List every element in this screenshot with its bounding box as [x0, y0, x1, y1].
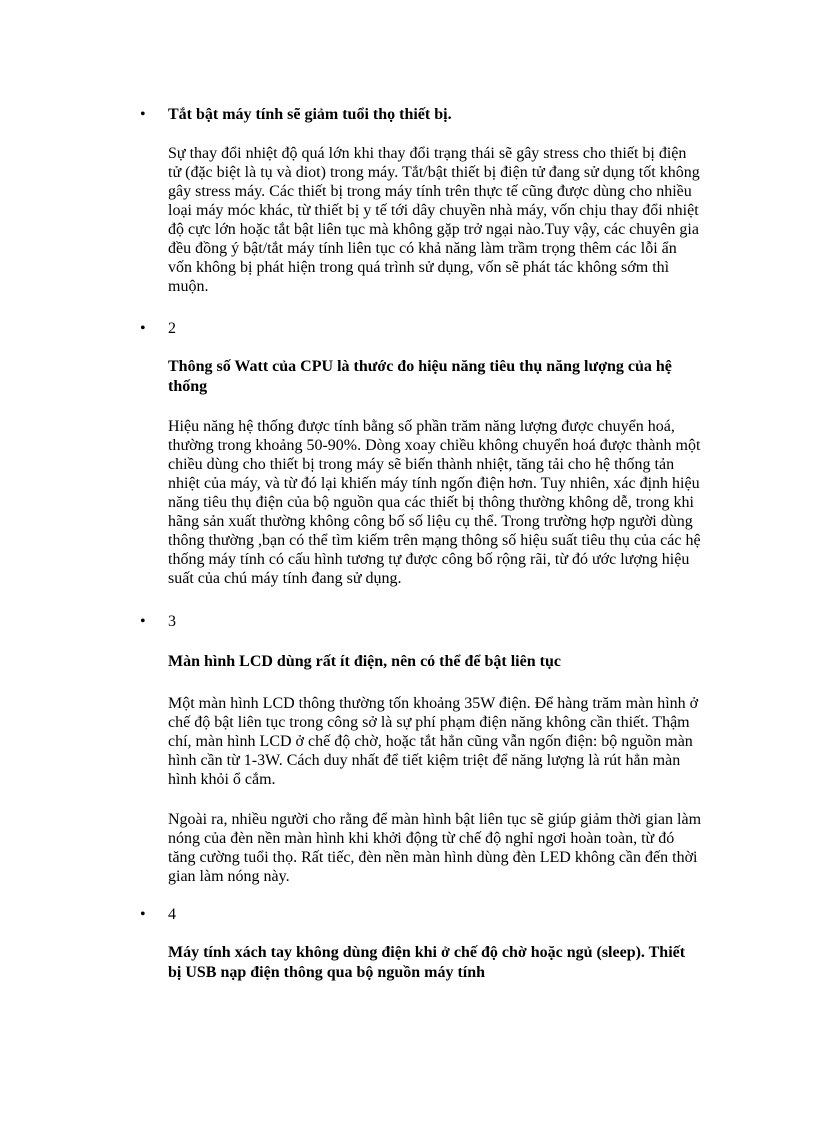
section-4 — [0, 905, 816, 981]
section-paragraph: Hiệu năng hệ thống được tính bằng số phần trăm năng lượng được chuyển hoá, thường trong khoảng 50-90%. Dòng xoay chiều không chuyển hoá được thành một chiều dùng cho thiết bị trong máy sẽ biến thành nhiệt, tăng tải cho hệ thống tản nhiệt của máy, và từ đó lại khiến máy tính ngốn điện hơn. Tuy nhiên, xác định hiệu năng tiêu thụ điện của bộ nguồn qua các thiết bị thông thường không dễ, trong khi hãng sản xuất thường không công bố số liệu cụ thể. Trong trường hợp người dùng thông thường ,bạn có thể tìm kiếm trên mạng thông số hiệu suất tiêu thụ của các hệ thống máy tính có cấu hình tương tự được công bố rộng rãi, từ đó ước lượng hiệu suất của chú máy tính đang sử dụng. — [168, 418, 701, 587]
section-paragraph: Một màn hình LCD thông thường tốn khoảng 35W điện. Để hàng trăm màn hình ở chế độ bật liên tục trong công sở là sự phí phạm điện năng không cần thiết. Thậm chí, màn hình LCD ở chế độ chờ, hoặc tắt hẳn cũng vẫn ngốn điện: bộ nguồn màn hình cần từ 1-3W. Cách duy nhất để tiết kiệm triệt để năng lượng là rút hẳn màn hình khỏi ổ cắm. — [168, 695, 699, 788]
section-3 — [0, 612, 816, 885]
section-paragraph: Ngoài ra, nhiều người cho rằng để màn hình bật liên tục sẽ giúp giảm thời gian làm nóng của đèn nền màn hình khi khởi động từ chế độ nghỉ ngơi hoàn toàn, từ đó tăng cường tuổi thọ. Rất tiếc, đèn nền màn hình dùng đèn LED không cần đến thời gian làm nóng này. — [168, 811, 702, 885]
bullet-row — [0, 905, 816, 925]
bullet-dot: • — [140, 613, 146, 630]
bullet-dot: • — [140, 906, 146, 923]
bullet-number: 2 — [168, 320, 176, 337]
section-paragraph: Sự thay đổi nhiệt độ quá lớn khi thay đổi trạng thái sẽ gây stress cho thiết bị điện tử (đặc biệt là tụ và diot) trong máy. Tắt/bật thiết bị điện tử đang sử dụng tốt không gây stress máy. Các thiết bị trong máy tính trên thực tế cũng được dùng cho nhiều loại máy móc khác, từ thiết bị y tế tới dây chuyền nhà máy, vốn chịu thay đổi nhiệt độ cực lớn hoặc tắt bật liên tục mà không gặp trở ngại nào.Tuy vậy, các chuyên gia đều đồng ý bật/tắt máy tính liên tục có khả năng làm trầm trọng thêm các lỗi ẩn vốn không bị phát hiện trong quá trình sử dụng, vốn sẽ phát tác không sớm thì muộn. — [168, 145, 700, 295]
section-heading: Máy tính xách tay không dùng điện khi ở chế độ chờ hoặc ngủ (sleep). Thiết bị USB nạp điện thông qua bộ nguồn máy tính — [168, 944, 686, 981]
bullet-number: 4 — [168, 906, 176, 923]
bullet-row — [0, 612, 816, 632]
bullet-dot: • — [140, 106, 146, 123]
section-heading: Màn hình LCD dùng rất ít điện, nên có thể để bật liên tục — [168, 653, 561, 670]
section-heading: Thông số Watt của CPU là thước đo hiệu năng tiêu thụ năng lượng của hệ thống — [168, 358, 672, 395]
bullet-dot: • — [140, 320, 146, 337]
section-heading: Tắt bật máy tính sẽ giảm tuổi thọ thiết bị. — [168, 106, 452, 123]
section-2 — [0, 319, 816, 587]
bullet-row — [0, 319, 816, 339]
bullet-number: 3 — [168, 613, 176, 630]
